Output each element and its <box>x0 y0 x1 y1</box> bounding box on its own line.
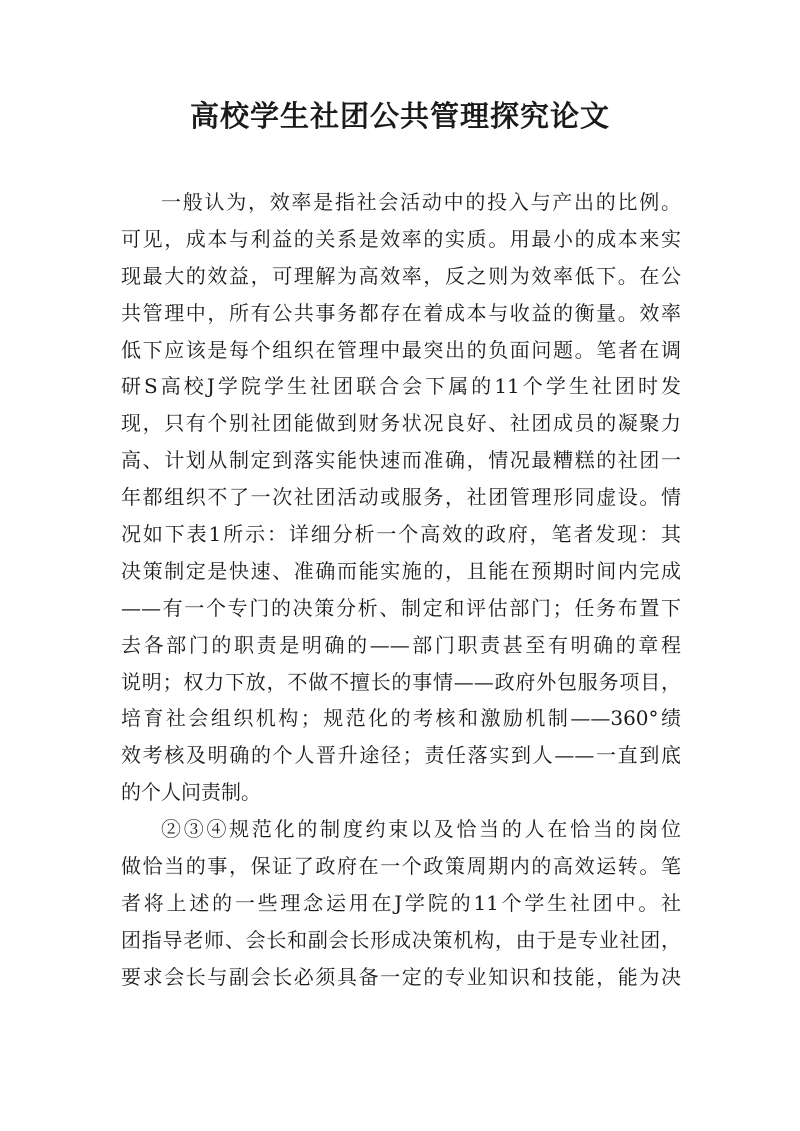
paragraph-line: 研S高校J学院学生社团联合会下属的11个学生社团时发 <box>121 374 681 399</box>
paragraph-line: 做恰当的事，保证了政府在一个政策周期内的高效运转。笔 <box>121 854 681 879</box>
paragraph-line: 一般认为，效率是指社会活动中的投入与产出的比例。 <box>161 190 681 214</box>
paragraph-line: 去各部门的职责是明确的——部门职责甚至有明确的章程 <box>121 632 681 657</box>
document-title: 高校学生社团公共管理探究论文 <box>189 99 610 133</box>
paragraph-line: 要求会长与副会长必须具备一定的专业知识和技能，能为决 <box>121 964 681 989</box>
paragraph-line: ②③④规范化的制度约束以及恰当的人在恰当的岗位 <box>161 817 681 842</box>
paragraph-line: 年都组织不了一次社团活动或服务，社团管理形同虚设。情 <box>121 485 681 510</box>
paragraph-line: 现，只有个别社团能做到财务状况良好、社团成员的凝聚力 <box>121 411 681 436</box>
paragraph-line: 共管理中，所有公共事务都存在着成本与收益的衡量。效率 <box>121 300 681 325</box>
document-body <box>121 184 681 996</box>
paragraph-2 <box>121 811 681 995</box>
paragraph-1 <box>121 184 681 811</box>
paragraph-line: 现最大的效益，可理解为高效率，反之则为效率低下。在公 <box>121 263 681 288</box>
paragraph-line: 决策制定是快速、准确而能实施的，且能在预期时间内完成 <box>121 558 681 583</box>
paragraph-line: 效考核及明确的个人晋升途径；责任落实到人——一直到底 <box>121 743 681 768</box>
paragraph-line: ——有一个专门的决策分析、制定和评估部门；任务布置下 <box>121 595 681 620</box>
paragraph-line: 低下应该是每个组织在管理中最突出的负面问题。笔者在调 <box>121 337 681 362</box>
paragraph-line: 可见，成本与利益的关系是效率的实质。用最小的成本来实 <box>121 226 681 251</box>
paragraph-line: 说明；权力下放，不做不擅长的事情——政府外包服务项目， <box>121 669 681 694</box>
paragraph-line: 培育社会组织机构；规范化的考核和激励机制——360°绩 <box>121 706 681 731</box>
paragraph-line: 者将上述的一些理念运用在J学院的11个学生社团中。社 <box>121 890 681 915</box>
paragraph-line: 团指导老师、会长和副会长形成决策机构，由于是专业社团， <box>121 927 681 952</box>
paragraph-line: 况如下表1所示：详细分析一个高效的政府，笔者发现：其 <box>121 522 681 547</box>
paragraph-line: 的个人问责制。 <box>121 780 261 805</box>
paragraph-line: 高、计划从制定到落实能快速而准确，情况最糟糕的社团一 <box>121 448 681 473</box>
